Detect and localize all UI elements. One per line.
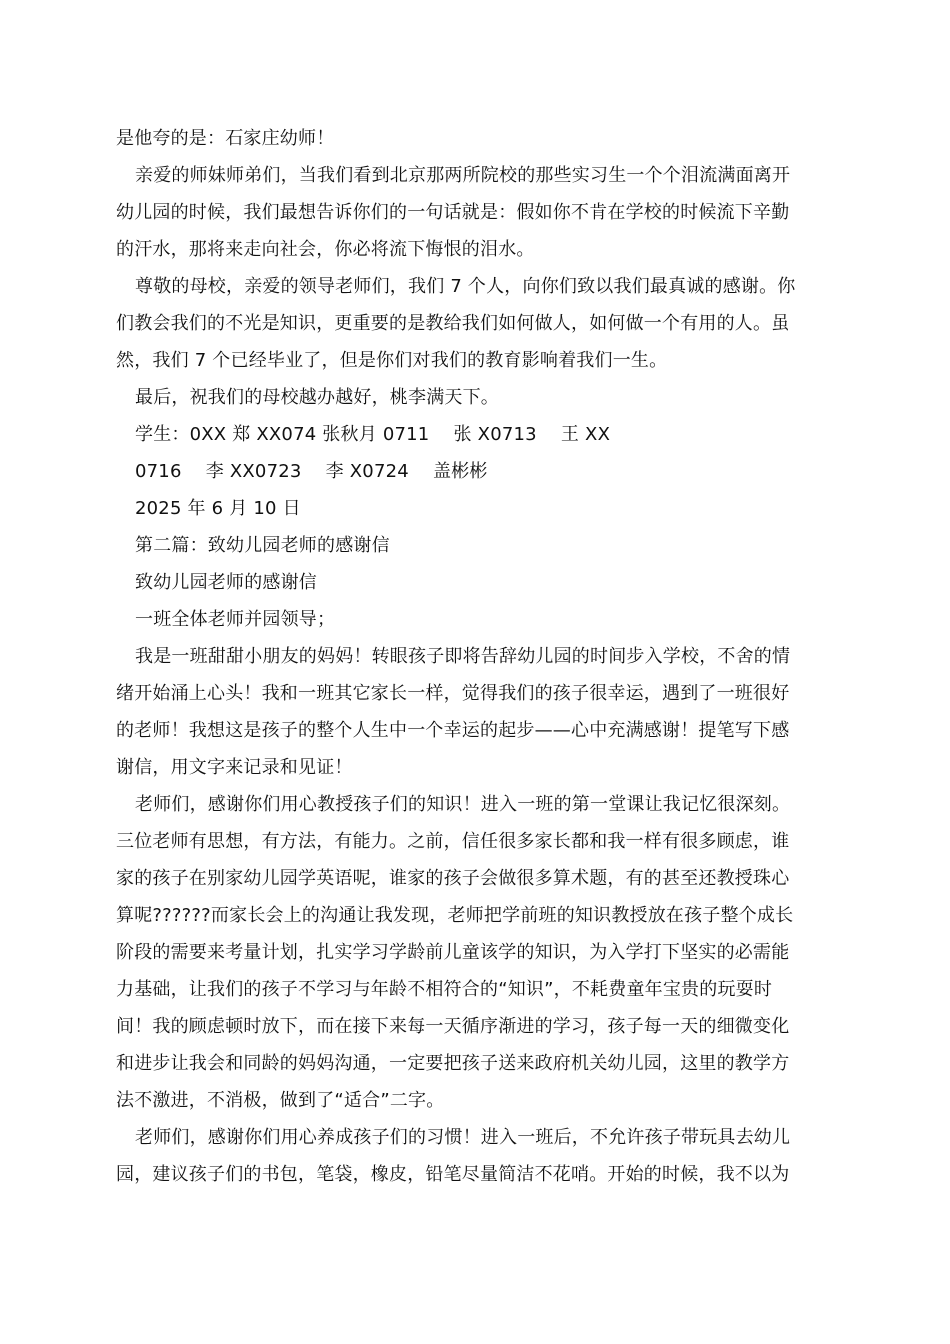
text-line: 三位老师有思想，有方法，有能力。之前，信任很多家长都和我一样有很多顾虑，谁	[116, 831, 790, 852]
text-line: 学生：0XX 郑 XX074 张秋月 0711 张 X0713 王 XX	[135, 424, 611, 445]
text-line: 算呢??????而家长会上的沟通让我发现，老师把学前班的知识教授放在孩子整个成长	[116, 905, 794, 926]
text-line: 阶段的需要来考量计划，扎实学习学龄前儿童该学的知识，为入学打下坚实的必需能	[116, 942, 790, 963]
document-body	[116, 120, 838, 1193]
text-line: 致幼儿园老师的感谢信	[135, 572, 317, 593]
text-line: 的老师！我想这是孩子的整个人生中一个幸运的起步——心中充满感谢！提笔写下感	[116, 720, 790, 741]
text-line: 们教会我们的不光是知识，更重要的是教给我们如何做人，如何做一个有用的人。虽	[116, 313, 790, 334]
text-line: 园，建议孩子们的书包，笔袋，橡皮，铅笔尽量简洁不花哨。开始的时候，我不以为	[116, 1164, 790, 1185]
text-line: 一班全体老师并园领导；	[135, 609, 336, 630]
text-line: 然，我们 7 个已经毕业了，但是你们对我们的教育影响着我们一生。	[116, 350, 668, 371]
text-line: 老师们，感谢你们用心养成孩子们的习惯！进入一班后，不允许孩子带玩具去幼儿	[135, 1127, 791, 1148]
text-line: 幼儿园的时候，我们最想告诉你们的一句话就是：假如你不肯在学校的时候流下辛勤	[116, 202, 790, 223]
text-line: 力基础，让我们的孩子不学习与年龄不相符合的“知识”，不耗费童年宝贵的玩耍时	[116, 979, 773, 1000]
text-line: 最后，祝我们的母校越办越好，桃李满天下。	[135, 387, 499, 408]
text-line: 和进步让我会和同龄的妈妈沟通，一定要把孩子送来政府机关幼儿园，这里的教学方	[116, 1053, 790, 1074]
text-line: 亲爱的师妹师弟们，当我们看到北京那两所院校的那些实习生一个个泪流满面离开	[135, 165, 791, 186]
text-line: 2025 年 6 月 10 日	[135, 498, 301, 519]
text-line: 法不激进，不消极，做到了“适合”二字。	[116, 1090, 445, 1111]
text-line: 家的孩子在别家幼儿园学英语呢，谁家的孩子会做很多算术题，有的甚至还教授珠心	[116, 868, 790, 889]
text-line: 绪开始涌上心头！我和一班其它家长一样，觉得我们的孩子很幸运，遇到了一班很好	[116, 683, 790, 704]
text-line: 尊敬的母校，亲爱的领导老师们，我们 7 个人，向你们致以我们最真诚的感谢。你	[135, 276, 796, 297]
text-line: 0716 李 XX0723 李 X0724 盖彬彬	[135, 461, 488, 482]
text-line: 我是一班甜甜小朋友的妈妈！转眼孩子即将告辞幼儿园的时间步入学校，不舍的情	[135, 646, 791, 667]
text-line: 间！我的顾虑顿时放下，而在接下来每一天循序渐进的学习，孩子每一天的细微变化	[116, 1016, 790, 1037]
text-line: 的汗水，那将来走向社会，你必将流下悔恨的泪水。	[116, 239, 535, 260]
text-line: 第二篇：致幼儿园老师的感谢信	[135, 535, 390, 556]
text-line: 老师们，感谢你们用心教授孩子们的知识！进入一班的第一堂课让我记忆很深刻。	[135, 794, 791, 815]
text-line: 谢信，用文字来记录和见证！	[116, 757, 353, 778]
text-line: 是他夸的是：石家庄幼师！	[116, 128, 335, 149]
